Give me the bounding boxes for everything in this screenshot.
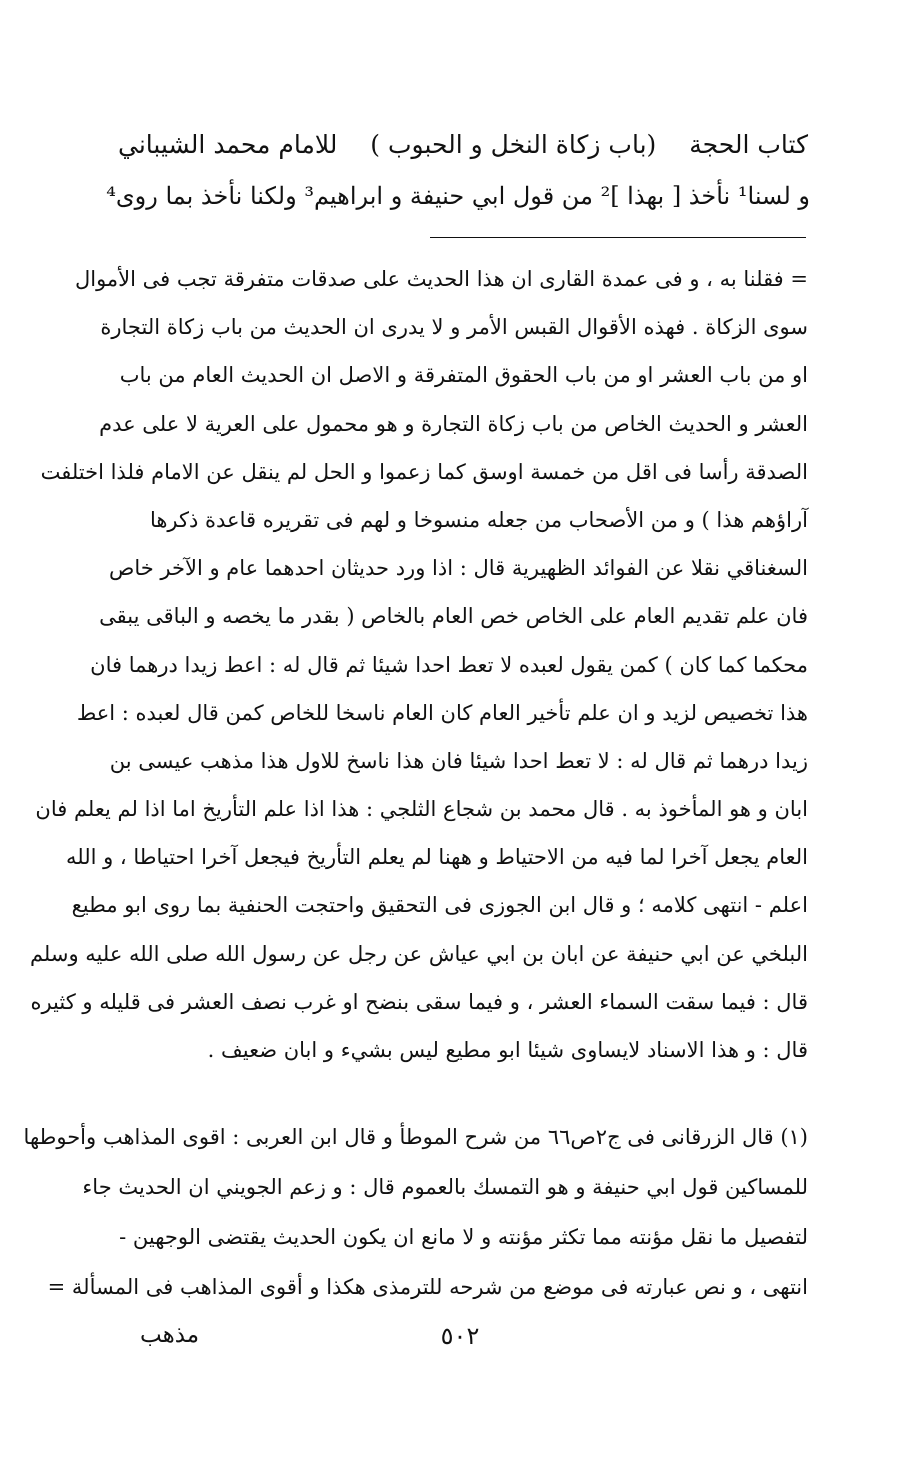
commentary-line: قال : و هذا الاسناد لايساوى شيئا ابو مطيع ليس بشيء و ابان ضعيف .: [207, 1038, 808, 1062]
separator-rule: [430, 237, 806, 238]
commentary-line: او من باب العشر او من باب الحقوق المتفرقة و الاصل ان الحديث العام من باب: [119, 363, 808, 388]
commentary-line: هذا تخصيص لزيد و ان علم تأخير العام كان العام ناسخا للخاص كمن قال لعبده : اعط: [76, 700, 808, 725]
commentary-line: زيدا درهما ثم قال له : لا تعط احدا شيئا فان هذا ناسخ للاول هذا مذهب عيسى بن: [109, 748, 808, 773]
commentary-line: سوى الزكاة . فهذه الأقوال القبس الأمر و لا يدرى ان الحديث من باب زكاة التجارة: [100, 315, 808, 340]
commentary-block: [29, 255, 808, 1074]
commentary-line: آراؤهم هذا ) و من الأصحاب من جعله منسوخا و لهم فى تقريره قاعدة ذكرها: [149, 507, 808, 532]
footnote-line: انتهى ، و نص عبارته فى موضع من شرحه للترمذى هكذا و أقوى المذاهب فى المسألة =: [47, 1275, 808, 1299]
commentary-line: ابان و هو المأخوذ به . قال محمد بن شجاع الثلجي : هذا اذا علم التأريخ اما اذا لم يعلم فان: [35, 797, 808, 822]
commentary-line: الصدقة رأسا فى اقل من خمسة اوسق كما زعموا و الحل لم ينقل عن الامام فلذا اختلفت: [40, 459, 808, 484]
commentary-line: العام يجعل آخرا لما فيه من الاحتياط و ههنا لم يعلم التأريخ فيجعل آخرا احتياطا ، و الله: [66, 845, 808, 870]
commentary-line: البلخي عن ابي حنيفة عن ابان بن ابي عياش عن رجل عن رسول الله صلى الله عليه وسلم: [29, 941, 808, 966]
author-name: للامام محمد الشيباني: [118, 129, 338, 159]
commentary-line: محكما كما كان ) كمن يقول لعبده لا تعط احدا شيئا ثم قال له : اعط زيدا درهما فان: [90, 652, 808, 677]
commentary-line: فان علم تقديم العام على الخاص خص العام بالخاص ( بقدر ما يخصه و الباقى يبقى: [99, 604, 808, 629]
book-title: كتاب الحجة: [689, 129, 808, 159]
commentary-line: = فقلنا به ، و فى عمدة القارى ان هذا الحديث على صدقات متفرقة تجب فى الأموال: [74, 267, 808, 291]
footnote-block: [23, 1112, 808, 1312]
footnote-line: للمساكين قول ابي حنيفة و هو التمسك بالعموم قال : و زعم الجويني ان الحديث جاء: [82, 1175, 808, 1199]
commentary-line: العشر و الحديث الخاص من باب زكاة التجارة و هو محمول على العرية لا على عدم: [99, 411, 808, 436]
commentary-line: السغناقي نقلا عن الفوائد الظهيرية قال : اذا ورد حديثان احدهما عام و الآخر خاص: [108, 556, 808, 581]
footnote-line: لتفصيل ما نقل مؤنته مما تكثر مؤنته و لا مانع ان يكون الحديث يقتضى الوجهين -: [119, 1225, 808, 1249]
main-text-line: و لسنا¹ نأخذ [ بهذا ]² من قول ابي حنيفة و ابراهيم³ ولكنا نأخذ بما روى⁴: [106, 182, 810, 210]
catchword: مذهب: [140, 1322, 200, 1348]
running-header: [118, 122, 808, 166]
chapter-title: (باب زكاة النخل و الحبوب ): [370, 129, 657, 159]
page-number: ٥٠٢: [440, 1322, 480, 1350]
commentary-line: اعلم - انتهى كلامه ؛ و قال ابن الجوزى فى التحقيق واحتجت الحنفية بما روى ابو مطيع: [71, 893, 808, 918]
commentary-line: قال : فيما سقت السماء العشر ، و فيما سقى بنضح او غرب نصف العشر فى قليله و كثيره: [30, 989, 808, 1014]
footnote-line: (١) قال الزرقانى فى ج٢ص٦٦ من شرح الموطأ و قال ابن العربى : اقوى المذاهب وأحوطها: [23, 1125, 808, 1149]
